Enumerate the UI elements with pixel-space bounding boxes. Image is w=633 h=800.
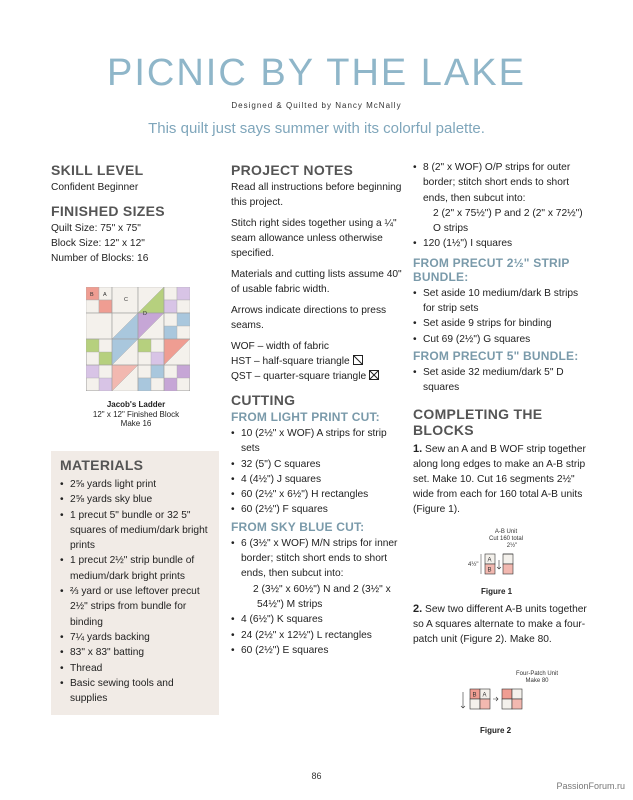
cut-item (231, 536, 403, 612)
sky-cut-heading: FROM SKY BLUE CUT: (231, 519, 365, 534)
press-arrow-icon (461, 692, 465, 708)
step-2-number: 2. (413, 603, 423, 615)
fig1-dim-h: 4½" (468, 562, 479, 568)
cut-item: • 60 (2½" x 6½") H rectangles (231, 487, 403, 502)
page-title: PICNIC BY THE LAKE (107, 52, 526, 94)
note-hst: HST – half-square triangle (231, 356, 350, 367)
cut-item: • 4 (6½") K squares (231, 612, 403, 627)
skill-heading: SKILL LEVEL (51, 162, 144, 178)
skill-value: Confident Beginner (51, 182, 139, 193)
cut-item: • 32 (5") C squares (231, 457, 403, 472)
cut-item-text: 6 (3½" x WOF) M/N strips for inner border; stitch short ends to short ends, then subcut into: (241, 537, 398, 580)
block-label-c: C (124, 297, 128, 303)
step-1-number: 1. (413, 442, 423, 455)
cut-item: • 4 (4½") J squares (231, 472, 403, 487)
note-qst: QST – quarter-square triangle (231, 371, 367, 382)
step-2-text: Sew two different A-B units together so A squares alternate to make a four-patch unit (Figure 2). Make 80. (413, 604, 587, 645)
step-1 (413, 442, 591, 517)
quarter-square-triangle-icon (369, 370, 379, 380)
materials-box (51, 451, 219, 715)
completing-heading: COMPLETING THE BLOCKS (413, 405, 543, 438)
materials-item: • Thread (60, 661, 210, 676)
fig2-make-label: Make 80 (525, 678, 549, 684)
block-caption-size: 12" x 12" Finished Block (92, 409, 180, 419)
cut-subitem: 2 (2" x 75½") P and 2 (2" x 72½") O strips (433, 207, 583, 235)
quilt-size: Quilt Size: 75" x 75" (51, 223, 141, 234)
five-bundle-heading: FROM PRECUT 5" BUNDLE: (413, 348, 579, 363)
notes-heading: PROJECT NOTES (231, 162, 354, 178)
materials-list (60, 477, 210, 706)
cut-subitem: 2 (3½" x 60½") N and 2 (3½" x 54½") M strips (253, 583, 391, 610)
block-label-b: B (90, 292, 94, 298)
fig2-caption: Figure 2 (480, 726, 512, 735)
finished-heading: FINISHED SIZES (51, 203, 165, 219)
figure-1 (471, 529, 541, 550)
page-number: 86 (311, 771, 322, 781)
strip-bundle-list (413, 286, 591, 347)
watermark: PassionForum.ru (556, 781, 625, 791)
fig1-unit-label: A-B Unit (494, 529, 518, 535)
note-p4: Arrows indicate directions to press seams. (231, 305, 387, 331)
light-cut-list (231, 426, 403, 518)
sky-cut-list (231, 536, 403, 658)
figure-1-diagram (468, 550, 528, 580)
note-wof: WOF – width of fabric (231, 341, 329, 352)
materials-item: • ⅔ yard or use leftover precut 2½" strips from bundle for binding (60, 584, 210, 630)
tagline: This quilt just says summer with its colorful palette. (148, 120, 485, 137)
sky-cut-list-cont (413, 160, 591, 252)
step-1-text: Sew an A and B WOF strip together along long edges to make an A-B strip set. Make 10. Cut 16 segments 2½" wide from each for 160 total A-B units (Figure 1). (413, 443, 586, 515)
materials-item: • 2⅝ yards sky blue (60, 492, 210, 507)
block-diagram (86, 287, 190, 391)
press-arrow-icon (497, 560, 501, 569)
five-bundle-list (413, 365, 591, 396)
note-p1: Read all instructions before beginning this project. (231, 182, 402, 208)
cut-item-text: 8 (2" x WOF) O/P strips for outer border; stitch short ends to short ends, then subcut into: (423, 162, 571, 204)
cutting-heading: CUTTING (231, 392, 296, 408)
column-2 (231, 162, 403, 658)
materials-item: • 1 precut 5" bundle or 32 5" squares of medium/dark bright prints (60, 508, 210, 554)
cut-item (413, 160, 591, 236)
strip-bundle-heading: FROM PRECUT 2½" STRIP BUNDLE: (413, 255, 570, 284)
cut-item: • 60 (2½") E squares (231, 643, 403, 658)
fig1-a: A (487, 557, 492, 564)
fig1-caption: Figure 1 (481, 587, 513, 596)
fig1-b: B (487, 567, 492, 574)
note-p3: Materials and cutting lists assume 40" of usable fabric width. (231, 269, 402, 295)
materials-item: • 7¼ yards backing (60, 630, 210, 645)
light-cut-heading: FROM LIGHT PRINT CUT: (231, 410, 380, 424)
materials-item: • 2⅝ yards light print (60, 477, 210, 492)
figure-2 (502, 671, 572, 685)
figure-2-diagram (458, 686, 538, 716)
fig2-b: B (472, 692, 477, 699)
cut-item: • 24 (2½" x 12½") L rectangles (231, 628, 403, 643)
materials-item: • 83" x 83" batting (60, 645, 210, 660)
fig2-a: A (482, 692, 487, 699)
arrow-right-icon (493, 697, 498, 701)
number-of-blocks: Number of Blocks: 16 (51, 253, 149, 264)
note-p2: Stitch right sides together using a ¼" seam allowance unless otherwise specified. (231, 218, 397, 259)
fig1-dim-w: 2½" (506, 543, 518, 549)
note-qst-line (231, 369, 403, 384)
block-label-d: D (143, 311, 147, 317)
cut-item: • Cut 69 (2½") G squares (413, 332, 591, 347)
cut-item: • Set aside 10 medium/dark B strips for strip sets (413, 286, 591, 317)
block-caption-title: Jacob's Ladder (106, 400, 166, 409)
block-size: Block Size: 12" x 12" (51, 238, 145, 249)
designer-credit: Designed & Quilted by Nancy McNally (231, 101, 402, 110)
fig1-cut-label: Cut 160 total (488, 536, 524, 542)
block-caption-make: Make 16 (120, 419, 152, 428)
fig2-unit-label: Four-Patch Unit (515, 671, 558, 677)
cut-item: • 60 (2½") F squares (231, 502, 403, 517)
block-caption (56, 400, 216, 429)
cut-item: • Set aside 9 strips for binding (413, 316, 591, 331)
note-hst-line (231, 354, 403, 369)
materials-heading: MATERIALS (60, 457, 144, 473)
step-2 (413, 602, 591, 647)
materials-item: • Basic sewing tools and supplies (60, 676, 210, 707)
cut-item: • 10 (2½" x WOF) A strips for strip sets (231, 426, 403, 457)
materials-item: • 1 precut 2½" strip bundle of medium/dark bright prints (60, 553, 210, 584)
half-square-triangle-icon (353, 355, 363, 365)
cut-item: • Set aside 32 medium/dark 5" D squares (413, 365, 591, 396)
cut-item: • 120 (1½") I squares (413, 236, 591, 251)
column-3 (413, 160, 591, 517)
column-1 (51, 162, 221, 266)
block-label-a: A (103, 292, 107, 298)
jacobs-ladder-block (86, 287, 190, 396)
